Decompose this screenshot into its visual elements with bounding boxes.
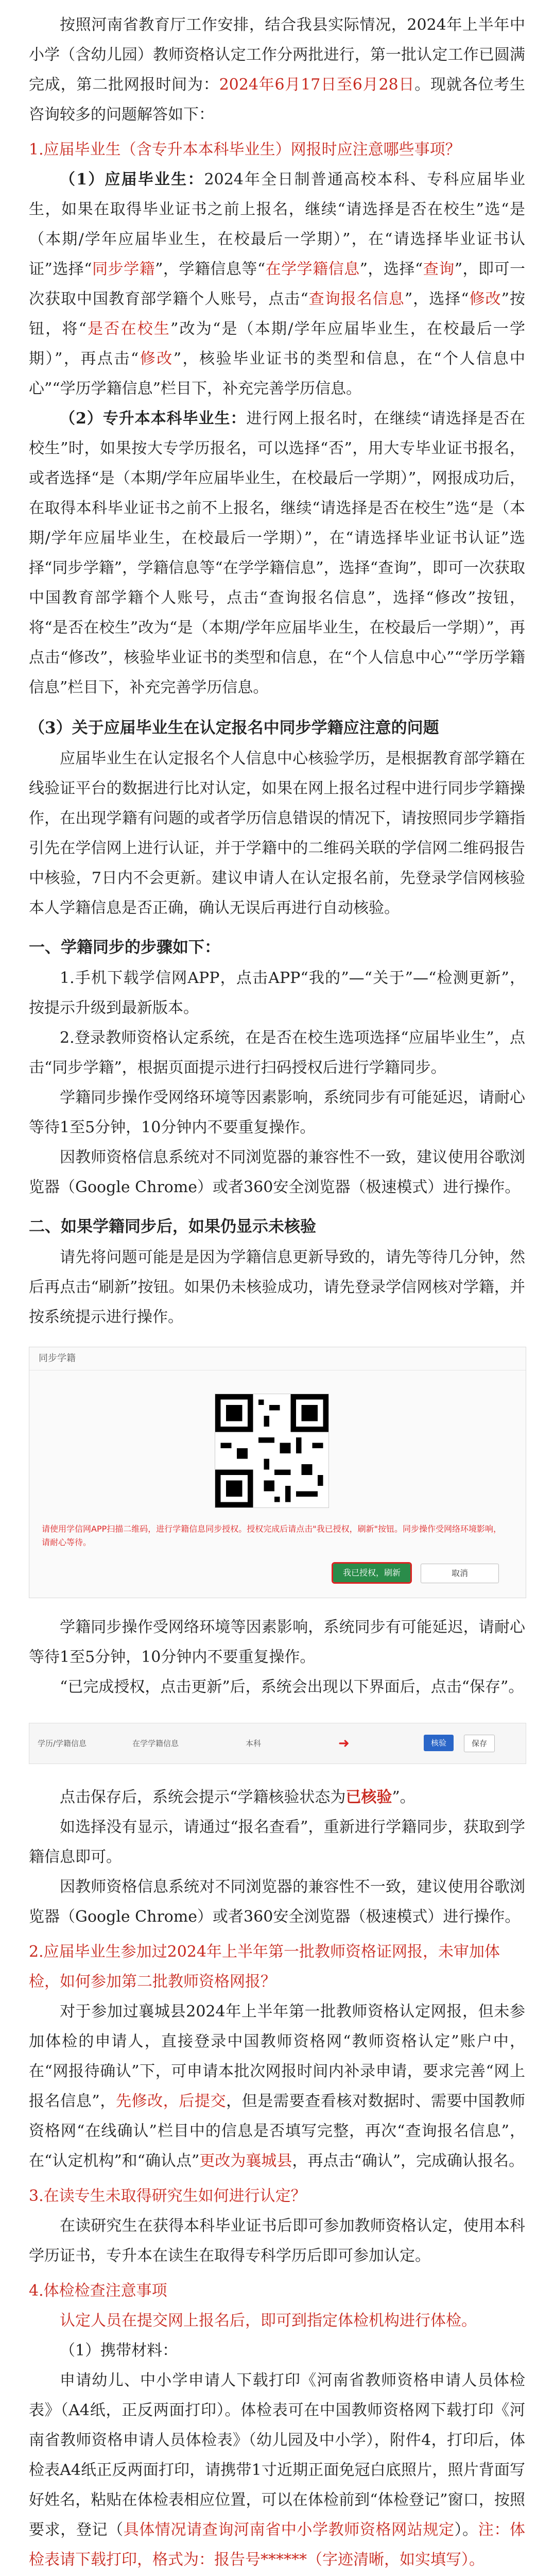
arrow-right-icon: ➜ — [338, 1736, 350, 1751]
highlight: 修改 — [469, 290, 501, 308]
highlight: 查询报名信息 — [308, 290, 405, 308]
text: ”，学籍信息等“ — [155, 260, 266, 278]
qr-code-icon — [215, 1394, 329, 1508]
highlight: 是否在校生 — [86, 320, 171, 338]
status-screenshot — [29, 1723, 526, 1764]
highlight: 查询 — [423, 260, 455, 278]
section-2 — [29, 1997, 525, 2176]
highlight: 同步学籍 — [92, 260, 155, 278]
section-4-1-text — [29, 2366, 525, 2575]
text: ，但是需要查看核对数据时、需要中国教师资格网“在线确认”栏目中的信息是否填写完整，再次“查询报名信息”，在“认定机构”和“确认点” — [29, 2092, 526, 2170]
text: ”。 — [392, 1788, 416, 1806]
qr-dialog-title: 同步学籍 — [29, 1347, 526, 1370]
after-status-1 — [29, 1783, 525, 1812]
text: ）。 — [454, 2521, 478, 2539]
check-button[interactable]: 核验 — [424, 1735, 454, 1751]
status-col-type: 学历/学籍信息 — [38, 1739, 87, 1748]
sync-note-2: 因教师资格信息系统对不同浏览器的兼容性不一致，建议使用谷歌浏览器（Google Chrome）或者360安全浏览器（极速模式）进行操作。 — [29, 1148, 525, 1196]
highlight: 注：体检表请下载打印，格式为：报告号******（字迹清晰，如实填写）。 — [29, 2521, 526, 2569]
text: 点击保存后，系统会提示“学籍核验状态为 — [60, 1788, 346, 1806]
text: 2024年全日制普通高校本科、专科应届毕业生，如果在取得毕业证书之前上报名，继续“请选择是否在校生”选“是（本期/学年应届毕业生，在校最后一学期）”，在“请选择毕业证书认证”选择“ — [29, 171, 525, 278]
after-qr-2: “已完成授权，点击更新”后，系统会出现以下界面后，点击“保存”。 — [60, 1678, 524, 1696]
intro-paragraph — [29, 10, 525, 130]
highlight: 先修改，后提交 — [115, 2092, 227, 2110]
sync-note-1: 学籍同步操作受网络环境等因素影响，系统同步有可能延迟，请耐心等待1至5分钟，10分钟内不要重复操作。 — [29, 1089, 525, 1137]
section-1-1-lead: （1）应届毕业生： — [60, 171, 204, 189]
sync-fail-heading: 二、如果学籍同步后，如果仍显示未核验 — [29, 1217, 316, 1236]
refresh-authorized-button[interactable]: 我已授权，刷新 — [333, 1564, 410, 1582]
highlight: 具体情况请查询河南省中小学教师资格网站规定 — [123, 2521, 455, 2539]
status-col-info: 在学学籍信息 — [132, 1739, 179, 1748]
text: 申请幼儿、中小学申请人下载打印《河南省教师资格申请人员体检表》（A4纸，正反两面打印）。体检表可在中国教师资格网下载打印《河南省教师资格申请人员体检表》（幼儿园及中小学），附件4，打印后，体检表A4纸正反两面打印，请携带1寸近期正面免冠白底照片，照片背面写好姓名，粘贴在体检表相应位置，可以在体检前到“体检登记”窗口，按照要求，登记（ — [29, 2371, 525, 2539]
question-2-heading: 2.应届毕业生参加过2024年上半年第一批教师资格证网报，未审加体检，如何参加第二批教师资格网报？ — [29, 1943, 500, 1991]
highlight: 更改为襄城县 — [199, 2152, 292, 2170]
sync-steps-heading: 一、学籍同步的步骤如下： — [29, 938, 220, 957]
section-1-3: 应届毕业生在认定报名个人信息中心核验学历，是根据教育部学籍在线验证平台的数据进行比对认定，如果在网上报名过程中进行同步学籍操作，在出现学籍有问题的或者学历信息错误的情况下，请按照同步学籍指引先在学信网上进行认证，并于学籍中的二维码关联的学信网二维码报告中核验，7日内不会更新。建议申请人在认定报名前，先登录学信网核验本人学籍信息是否正确，确认无误后再进行自动核验。 — [29, 750, 525, 917]
section-4-1-label: （1）携带材料： — [60, 2342, 178, 2360]
intro-text: 按照河南省教育厅工作安排，结合我县实际情况，2024年上半年中小学（含幼儿园）教师资格认定工作分两批进行，第一批认定工作已圆满完成，第二批网报时间为： — [29, 16, 525, 94]
cancel-button[interactable]: 取消 — [421, 1564, 499, 1583]
intro-text-end: 。现就各位考生咨询较多的问题解答如下： — [29, 76, 526, 124]
highlight: 在学学籍信息 — [265, 260, 360, 278]
save-button[interactable]: 保存 — [464, 1735, 495, 1752]
text: ，再点击“确认”，完成确认报名。 — [292, 2152, 525, 2170]
question-1-heading: 1.应届毕业生（含专升本本科毕业生）网报时应注意哪些事项？ — [29, 141, 461, 159]
after-qr-1: 学籍同步操作受网络环境等因素影响，系统同步有可能延迟，请耐心等待1至5分钟，10分钟内不要重复操作。 — [29, 1618, 525, 1666]
text: ”改为“是（本期/学年应届毕业生，在校最后一学期）”，再点击“ — [29, 320, 525, 368]
section-1-1 — [29, 165, 525, 404]
sync-fail-text: 请先将问题可能是是因为学籍信息更新导致的，请先等待几分钟，然后再点击“刷新”按钮。如果仍未核验成功，请先登录学信网核对学籍，并按系统提示进行操作。 — [29, 1248, 525, 1326]
section-4-lead: 认定人员在提交网上报名后，即可到指定体检机构进行体检。 — [60, 2312, 477, 2330]
text: ”按钮，将“ — [29, 290, 525, 338]
intro-date: 2024年6月17日至6月28日 — [219, 76, 415, 94]
text: ”，选择“ — [404, 290, 469, 308]
sync-qr-screenshot — [29, 1347, 526, 1598]
text: ”，选择“ — [359, 260, 423, 278]
question-1-3-heading: （3）关于应届毕业生在认定报名中同步学籍应注意的问题 — [29, 719, 439, 737]
section-3: 在读研究生在获得本科毕业证书后即可参加教师资格认定，使用本科学历证书，专升本在读生在取得专科学历后即可参加认定。 — [29, 2217, 525, 2265]
question-3-heading: 3.在读专生未取得研究生如何进行认定？ — [29, 2187, 306, 2205]
after-status-3: 因教师资格信息系统对不同浏览器的兼容性不一致，建议使用谷歌浏览器（Google Chrome）或者360安全浏览器（极速模式）进行操作。 — [29, 1878, 525, 1926]
question-4-heading: 4.体检检查注意事项 — [29, 2282, 167, 2300]
sync-step-1: 1.手机下载学信网APP，点击APP“我的”—“关于”—“检测更新”，按提示升级到最新版本。 — [29, 969, 525, 1017]
text: 对于参加过襄城县2024年上半年第一批教师资格认定网报，但未参加体检的申请人，直接登录中国教师资格网“教师资格认定”账户中，在“网报待确认”下，可申请本批次网报时间内补录申请，要求完善“网上报名信息”， — [29, 2003, 525, 2110]
section-1-2-lead: （2）专升本本科毕业生： — [60, 410, 247, 428]
sync-step-2: 2.登录教师资格认定系统，在是否在校生选项选择“应届毕业生”，点击“同步学籍”，根据页面提示进行扫码授权后进行学籍同步。 — [29, 1029, 525, 1077]
after-status-2: 如选择没有显示，请通过“报名查看”，重新进行学籍同步，获取到学籍信息即可。 — [29, 1818, 525, 1866]
highlight: 修改 — [138, 350, 174, 368]
text: 进行网上报名时，在继续“请选择是否在校生”时，如果按大专学历报名，可以选择“否”，用大专毕业证书报名，或者选择“是（本期/学年应届毕业生，在校最后一学期）”，网报成功后，在取得本科毕业证书之前不上报名，继续“请选择是否在校生”选“是（本期/学年应届毕业生，在校最后一学期）”，在“请选择毕业证书认证”选择“同步学籍”，学籍信息等“在学学籍信息”，选择“查询”，即可一次获取中国教育部学籍个人账号，点击“查询报名信息”，选择“修改”按钮，将“是否在校生”改为“是（本期/学年应届毕业生，在校最后一学期）”，再点击“修改”，核验毕业证书的类型和信息，在“个人信息中心”“学历学籍信息”栏目下，补充完善学历信息。 — [29, 410, 525, 697]
section-1-2 — [29, 404, 525, 703]
text: ”，即可一次获取中国教育部学籍个人账号，点击“ — [29, 260, 526, 308]
qr-instruction: 请使用学信网APP扫描二维码，进行学籍信息同步授权。授权完成后请点击"我已授权，刷新"按钮。同步操作受网络环境影响，请耐心等待。 — [42, 1524, 501, 1547]
status-col-level: 本科 — [246, 1739, 262, 1748]
text: ”，核验毕业证书的类型和信息，在“个人信息中心”“学历学籍信息”栏目下，补充完善学历信息。 — [29, 350, 525, 398]
verified-status: 已核验 — [345, 1788, 392, 1806]
